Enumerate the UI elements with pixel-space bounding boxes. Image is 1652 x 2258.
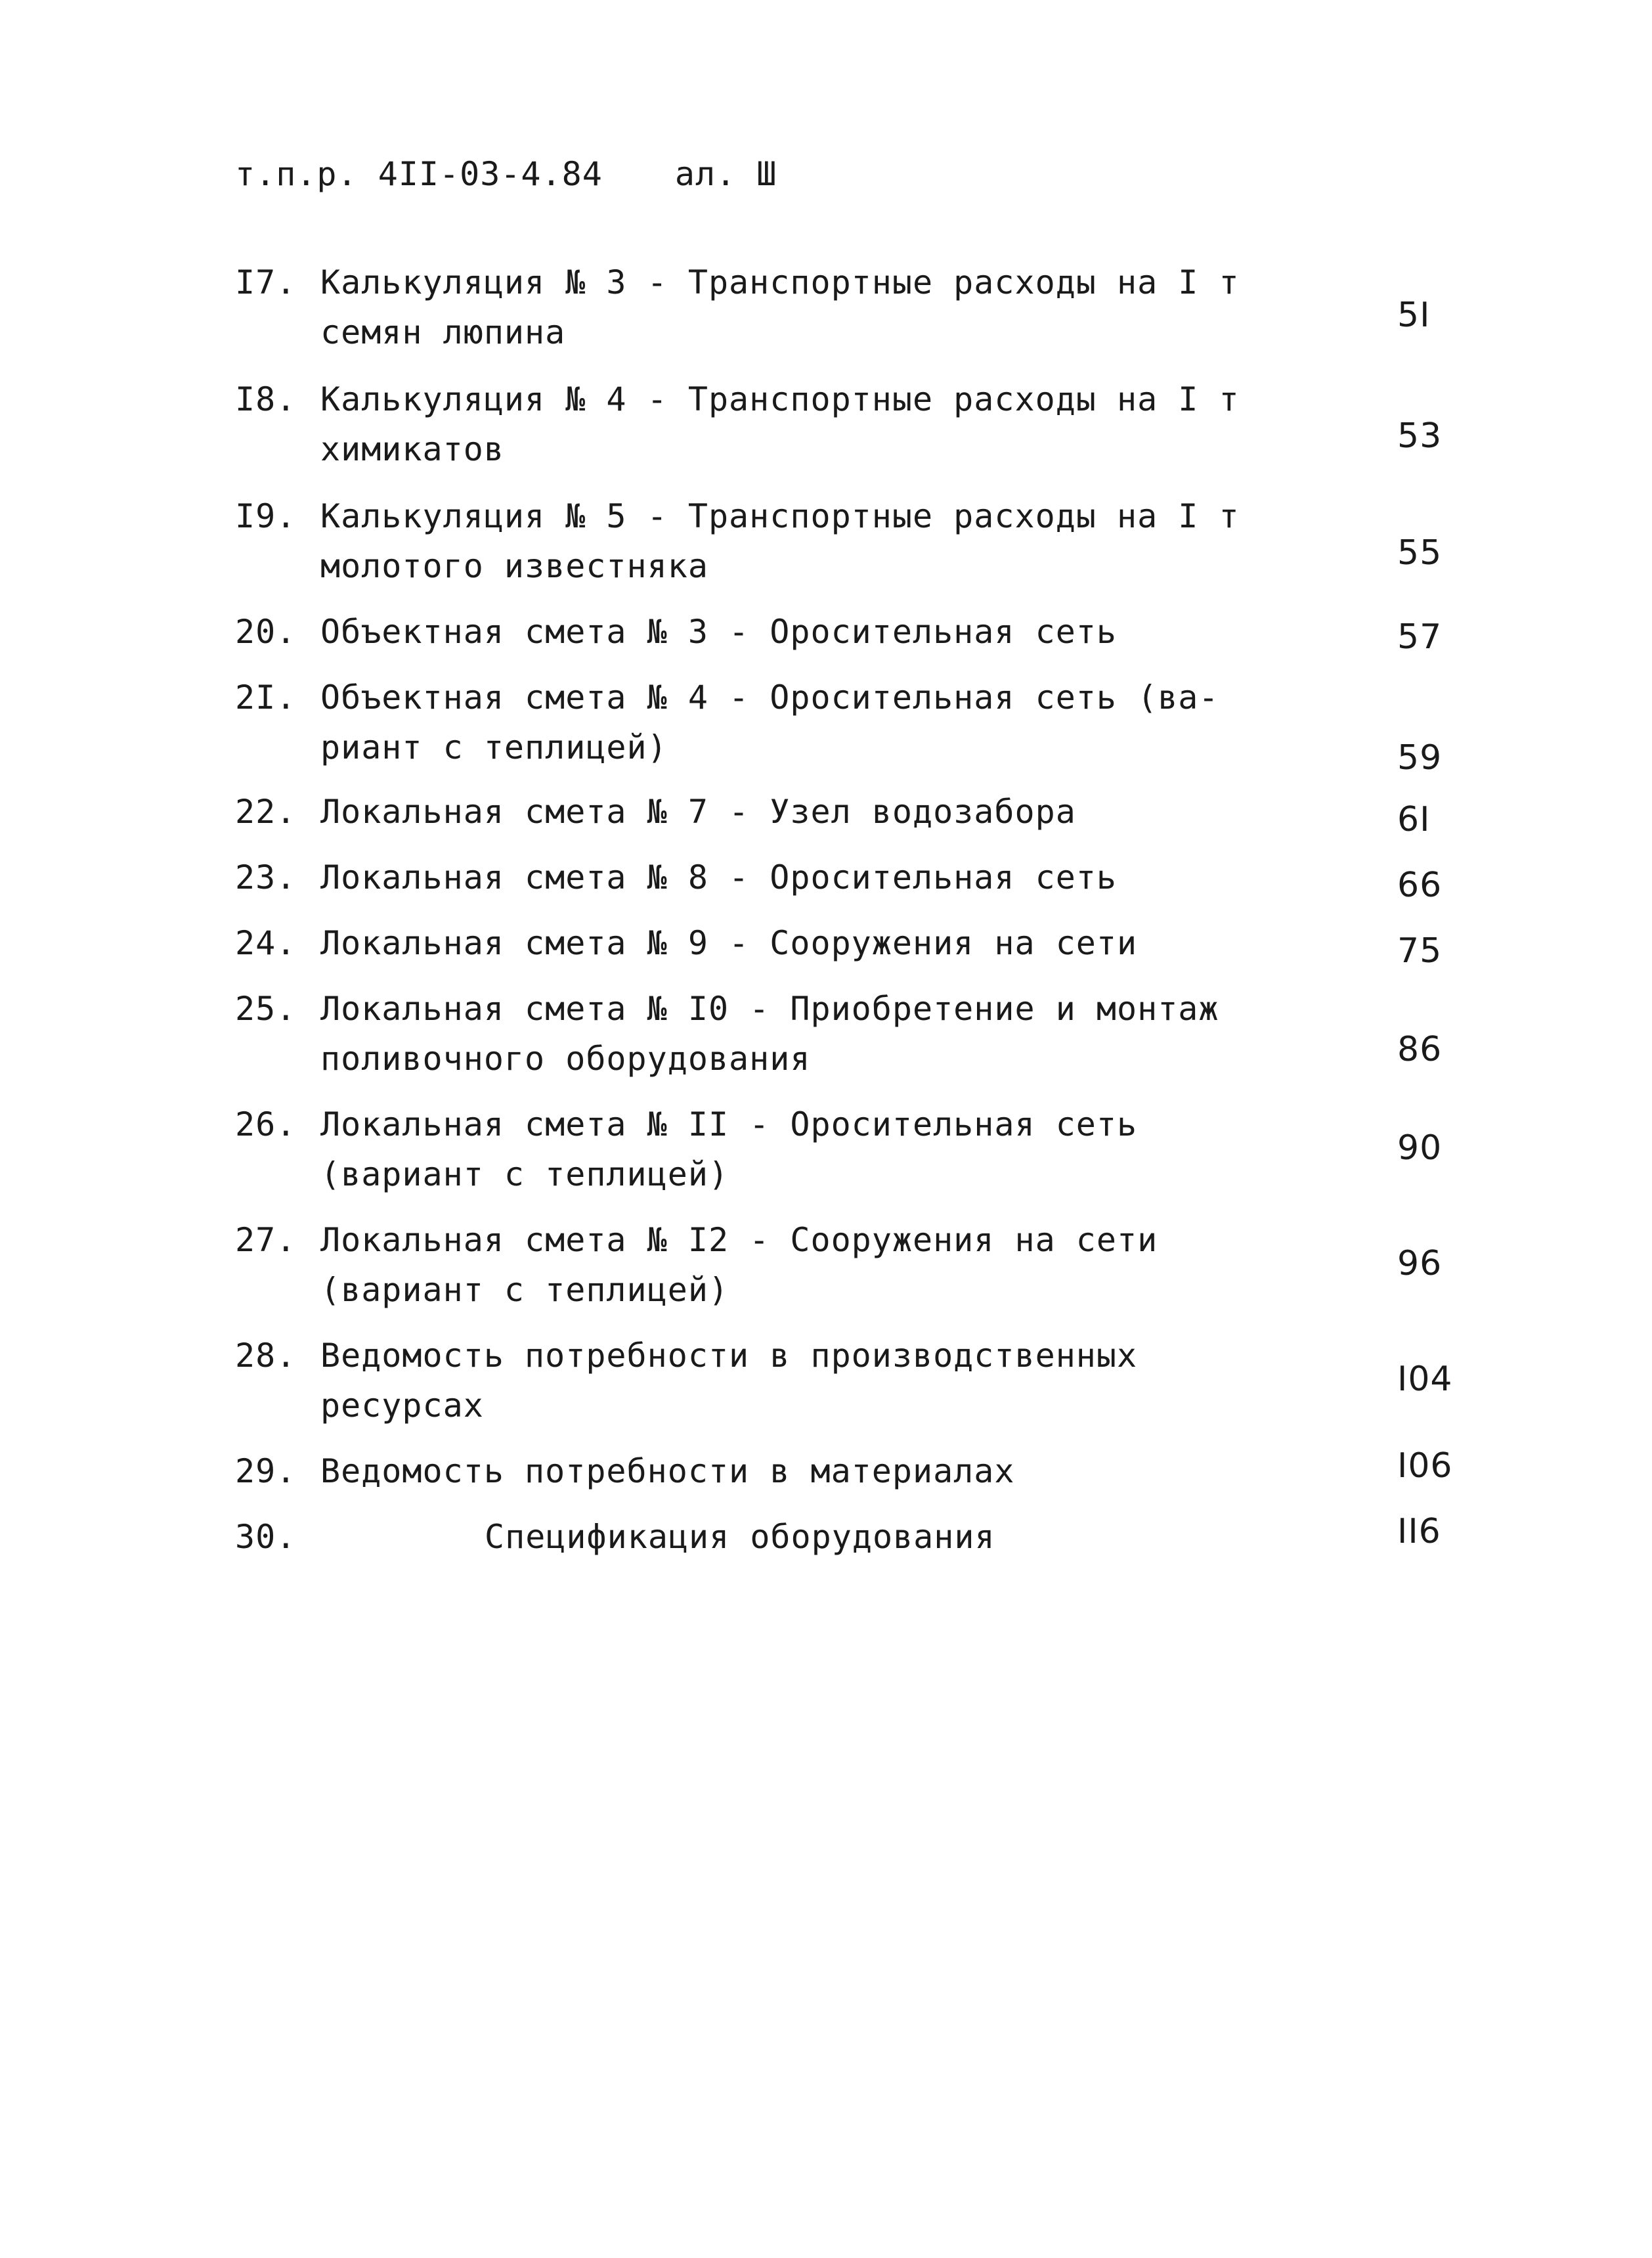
entry-title: Калькуляция № 5 - Транспортные расходы на I т молотого известняка — [320, 497, 1240, 585]
document-header — [235, 155, 777, 193]
entry-page: 6I — [1397, 800, 1431, 839]
entry-title: Локальная смета № II - Оросительная сеть (вариант с теплицей) — [320, 1105, 1138, 1193]
entry-title: Локальная смета № 8 - Оросительная сеть — [320, 858, 1117, 897]
entry-number: 24. — [235, 924, 297, 962]
entry-number: 23. — [235, 858, 297, 897]
entry-title: Ведомость потребности в материалах — [320, 1452, 1015, 1490]
entry-number: 20. — [235, 613, 297, 651]
entry-number: 25. — [235, 990, 297, 1028]
entry-number: 2I. — [235, 678, 297, 717]
entry-title: Объектная смета № 3 - Оросительная сеть — [320, 613, 1117, 651]
entry-page: 75 — [1397, 931, 1443, 971]
entry-page: 96 — [1397, 1244, 1443, 1283]
entry-number: I8. — [235, 380, 297, 418]
entry-number: I7. — [235, 263, 297, 301]
entry-page: I04 — [1397, 1360, 1453, 1399]
entry-title: Ведомость потребности в производственных ресурсах — [320, 1337, 1138, 1425]
entry-number: 22. — [235, 793, 297, 831]
entry-page: II6 — [1397, 1512, 1441, 1551]
entry-title: Спецификация оборудования — [485, 1518, 995, 1556]
entry-page: 86 — [1397, 1030, 1443, 1069]
entry-page: 66 — [1397, 866, 1443, 905]
entry-number: 29. — [235, 1452, 297, 1490]
entry-title: Локальная смета № 9 - Сооружения на сети — [320, 924, 1138, 962]
entry-title: Локальная смета № I2 - Сооружения на сети (вариант с теплицей) — [320, 1221, 1158, 1309]
entry-page: 55 — [1397, 533, 1443, 573]
entry-page: 59 — [1397, 738, 1443, 778]
entry-page: I06 — [1397, 1446, 1453, 1486]
entry-title: Локальная смета № 7 - Узел водозабора — [320, 793, 1076, 831]
entry-page: 90 — [1397, 1128, 1443, 1168]
entry-page: 5I — [1397, 296, 1431, 335]
entry-number: 27. — [235, 1221, 297, 1259]
entry-title: Калькуляция № 4 - Транспортные расходы на I т химикатов — [320, 380, 1240, 468]
entry-title: Объектная смета № 4 - Оросительная сеть (ва- риант с теплицей) — [320, 678, 1219, 766]
entry-title: Локальная смета № I0 - Приобретение и монтаж поливочного оборудования — [320, 990, 1219, 1078]
entry-number: 30. — [235, 1518, 297, 1556]
entry-page: 57 — [1397, 617, 1443, 657]
album-number: ал. Ш — [674, 155, 777, 193]
entry-number: 28. — [235, 1337, 297, 1375]
project-code: т.п.р. 4II-03-4.84 — [235, 155, 603, 193]
entry-page: 53 — [1397, 416, 1443, 456]
entry-title: Калькуляция № 3 - Транспортные расходы на I т семян люпина — [320, 263, 1240, 351]
entry-number: 26. — [235, 1105, 297, 1143]
entry-number: I9. — [235, 497, 297, 535]
